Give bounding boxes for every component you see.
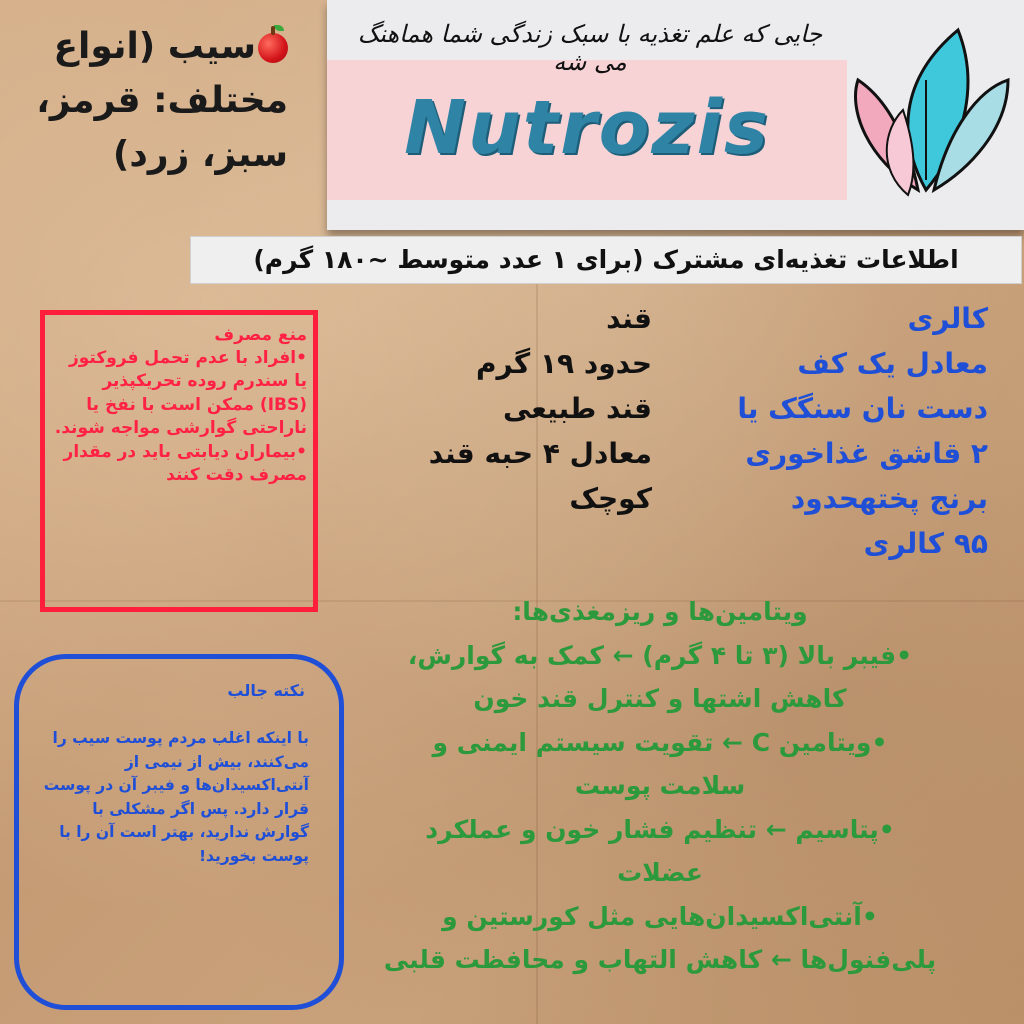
vitamins-line: کاهش اشتها و کنترل قند خون (473, 684, 847, 713)
sugar-line: کوچک (569, 482, 652, 515)
vitamins-heading: ویتامین‌ها و ریزمغذی‌ها: (512, 597, 808, 626)
red-apple-icon (258, 33, 288, 63)
sugar-line: حدود ۱۹ گرم (475, 347, 652, 380)
contraindication-body: •افراد با عدم تحمل فروکتوز یا سندرم روده تحریکپذیر (IBS) ممکن است با نفخ یا ناراحتی گوارشی مواجه شوند. •بیماران دیابتی باید در مقدار مصرف دقت کنند (54, 348, 307, 486)
brand-name: Nutrozis (404, 85, 770, 171)
title-line-1: سیب (انواع (8, 20, 288, 74)
calorie-line: دست نان سنگک یا (737, 392, 988, 425)
contraindication-box (40, 310, 318, 612)
title-line-2: مختلف: قرمز، (36, 80, 288, 121)
fun-fact-box (14, 654, 344, 1010)
calorie-line: ۹۵ کالری (863, 527, 988, 560)
contraindication-title: منع مصرف (214, 325, 307, 345)
calorie-line: معادل یک کف (797, 347, 988, 380)
fun-fact-body: با اینکه اغلب مردم پوست سیب را می‌کنند، بیش از نیمی از آنتی‌اکسیدان‌ها و فیبر آن در پوست قرار دارد. پس اگر مشکلی با گوارش ندارید، بهتر است آن را با پوست بخورید! (43, 729, 309, 865)
vitamins-line: •ویتامین C ← تقویت سیستم ایمنی و (432, 727, 888, 757)
fun-fact-title: نکته جالب (227, 681, 305, 700)
sugar-line: معادل ۴ حبه قند (428, 437, 652, 470)
sugar-info (372, 296, 652, 521)
sugar-line: قند (606, 302, 652, 335)
vitamins-line: عضلات (617, 858, 703, 887)
vitamins-line: •پتاسیم ← تنظیم فشار خون و عملکرد (425, 814, 895, 844)
calorie-line: برنج پختهحدود (790, 482, 988, 515)
calorie-line: کالری (907, 302, 988, 335)
sugar-line: قند طبیعی (502, 392, 652, 425)
calorie-info (688, 296, 988, 566)
brand-tagline: جایی که علم تغذیه با سبک زندگی شما هماهنگ می شه (357, 20, 823, 76)
page-title (8, 20, 288, 182)
vitamins-line: •آنتی‌اکسیدان‌هایی مثل کورستین و (442, 901, 878, 931)
title-line-3: سبز، زرد) (112, 134, 288, 175)
calorie-line: ۲ قاشق غذاخوری (745, 437, 988, 470)
lotus-logo-icon (848, 20, 1016, 210)
vitamins-list (340, 590, 980, 982)
vitamins-line: سلامت پوست (574, 771, 746, 800)
nutrition-header: اطلاعات تغذیه‌ای مشترک (برای ۱ عدد متوسط ~۱۸۰ گرم) (190, 236, 1022, 284)
vitamins-line: •فیبر بالا (۳ تا ۴ گرم) ← کمک به گوارش، (407, 640, 913, 670)
vitamins-line: پلی‌فنول‌ها ← کاهش التهاب و محافظت قلبی (383, 945, 937, 974)
